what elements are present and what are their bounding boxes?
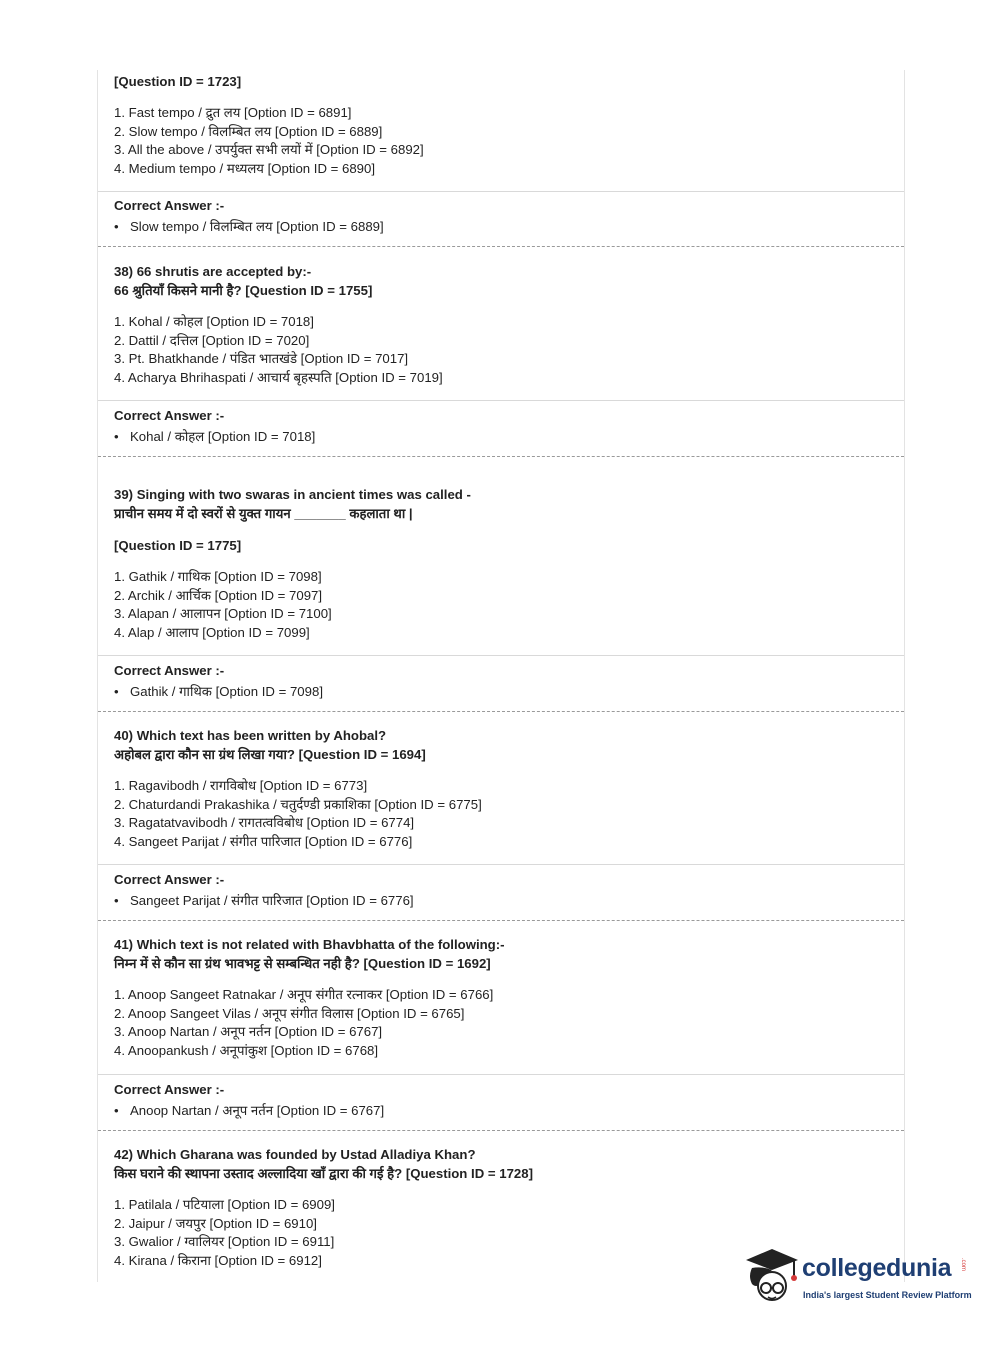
question-text-hi: 66 श्रुतियाँ किसने मानी है? [Question ID = 1755] <box>114 283 373 298</box>
correct-answer: • Kohal / कोहल [Option ID = 7018] <box>114 427 896 446</box>
option: 3. Pt. Bhatkhande / पंडित भातखंडे [Option ID = 7017] <box>114 351 409 366</box>
option: 2. Jaipur / जयपुर [Option ID = 6910] <box>114 1215 317 1231</box>
options-list <box>114 986 896 1060</box>
correct-answer-label: Correct Answer :- <box>114 1082 225 1097</box>
correct-answer-label: Correct Answer :- <box>114 408 225 423</box>
question-separator <box>98 711 904 712</box>
option: 1. Anoop Sangeet Ratnakar / अनूप संगीत रत्नाकर [Option ID = 6766] <box>114 987 494 1002</box>
question-text-hi: अहोबल द्वारा कौन सा ग्रंथ लिखा गया? [Question ID = 1694] <box>114 747 426 762</box>
options-list <box>114 313 896 387</box>
correct-answer-label: Correct Answer :- <box>114 198 225 213</box>
divider <box>98 191 904 192</box>
option: 3. Ragatatvavibodh / रागतत्वविबोध [Option ID = 6774] <box>114 815 415 830</box>
option: 3. All the above / उपर्युक्त सभी लयों में [Option ID = 6892] <box>114 142 424 157</box>
logo-wordmark: collegedunia <box>802 1254 952 1282</box>
option: 4. Sangeet Parijat / संगीत पारिजात [Option ID = 6776] <box>114 833 413 849</box>
option: 3. Anoop Nartan / अनूप नर्तन [Option ID = 6767] <box>114 1024 383 1039</box>
question-separator <box>98 1130 904 1131</box>
option: 4. Acharya Bhrihaspati / आचार्य बृहस्पति [Option ID = 7019] <box>114 369 443 385</box>
options-list <box>114 104 896 178</box>
option: 3. Alapan / आलापन [Option ID = 7100] <box>114 606 332 621</box>
divider <box>98 400 904 401</box>
collegedunia-logo <box>742 1246 972 1308</box>
question-text-hi: निम्न में से कौन सा ग्रंथ भावभट्ट से सम्बन्धित नही है? [Question ID = 1692] <box>114 956 491 971</box>
option: 1. Patilala / पटियाला [Option ID = 6909] <box>114 1197 335 1212</box>
options-list <box>114 568 896 642</box>
correct-answer-label: Correct Answer :- <box>114 663 225 678</box>
logo-tagline: India's largest Student Review Platform <box>803 1290 972 1300</box>
question-text-en: 41) Which text is not related with Bhavbhatta of the following:- <box>114 937 505 952</box>
question-paper <box>97 70 905 1282</box>
option: 3. Gwalior / ग्वालियर [Option ID = 6911] <box>114 1234 335 1249</box>
question-text-en: 40) Which text has been written by Ahobal? <box>114 728 387 743</box>
question-text-hi: प्राचीन समय में दो स्वरों से युक्त गायन _______ कहलाता था | <box>114 506 413 521</box>
question-id: [Question ID = 1723] <box>114 74 242 89</box>
option: 2. Archik / आर्चिक [Option ID = 7097] <box>114 587 323 603</box>
correct-answer-label: Correct Answer :- <box>114 872 225 887</box>
question-text-en: 38) 66 shrutis are accepted by:- <box>114 264 312 279</box>
option: 2. Chaturdandi Prakashika / चतुर्दण्डी प्रकाशिका [Option ID = 6775] <box>114 796 482 812</box>
option: 4. Alap / आलाप [Option ID = 7099] <box>114 624 310 640</box>
option: 4. Medium tempo / मध्यलय [Option ID = 6890] <box>114 160 376 176</box>
question-text-en: 39) Singing with two swaras in ancient times was called - <box>114 487 471 502</box>
correct-answer: • Anoop Nartan / अनूप नर्तन [Option ID = 6767] <box>114 1101 896 1120</box>
option: 1. Kohal / कोहल [Option ID = 7018] <box>114 314 314 329</box>
divider <box>98 1074 904 1075</box>
question-id: [Question ID = 1775] <box>114 538 242 553</box>
option: 2. Dattil / दत्तिल [Option ID = 7020] <box>114 332 310 348</box>
divider <box>98 655 904 656</box>
correct-answer: • Slow tempo / विलम्बित लय [Option ID = 6889] <box>114 217 896 236</box>
divider <box>98 864 904 865</box>
option: 2. Anoop Sangeet Vilas / अनूप संगीत विलास [Option ID = 6765] <box>114 1005 465 1021</box>
student-mascot-icon <box>742 1246 802 1308</box>
question-text-en: 42) Which Gharana was founded by Ustad Alladiya Khan? <box>114 1147 476 1162</box>
option: 4. Kirana / किराना [Option ID = 6912] <box>114 1252 322 1268</box>
option: 2. Slow tempo / विलम्बित लय [Option ID = 6889] <box>114 123 383 139</box>
option: 4. Anoopankush / अनूपांकुश [Option ID = 6768] <box>114 1042 379 1058</box>
option: 1. Ragavibodh / रागविबोध [Option ID = 6773] <box>114 778 368 793</box>
question-separator <box>98 246 904 247</box>
option: 1. Fast tempo / द्रुत लय [Option ID = 6891] <box>114 105 352 120</box>
logo-suffix: .com <box>960 1258 966 1272</box>
correct-answer: • Gathik / गाथिक [Option ID = 7098] <box>114 682 896 701</box>
question-text-hi: किस घराने की स्थापना उस्ताद अल्लादिया खाँ द्वारा की गई है? [Question ID = 1728] <box>114 1166 533 1181</box>
question-separator <box>98 920 904 921</box>
question-separator <box>98 456 904 457</box>
options-list <box>114 777 896 851</box>
option: 1. Gathik / गाथिक [Option ID = 7098] <box>114 569 322 584</box>
correct-answer: • Sangeet Parijat / संगीत पारिजात [Option ID = 6776] <box>114 891 896 910</box>
